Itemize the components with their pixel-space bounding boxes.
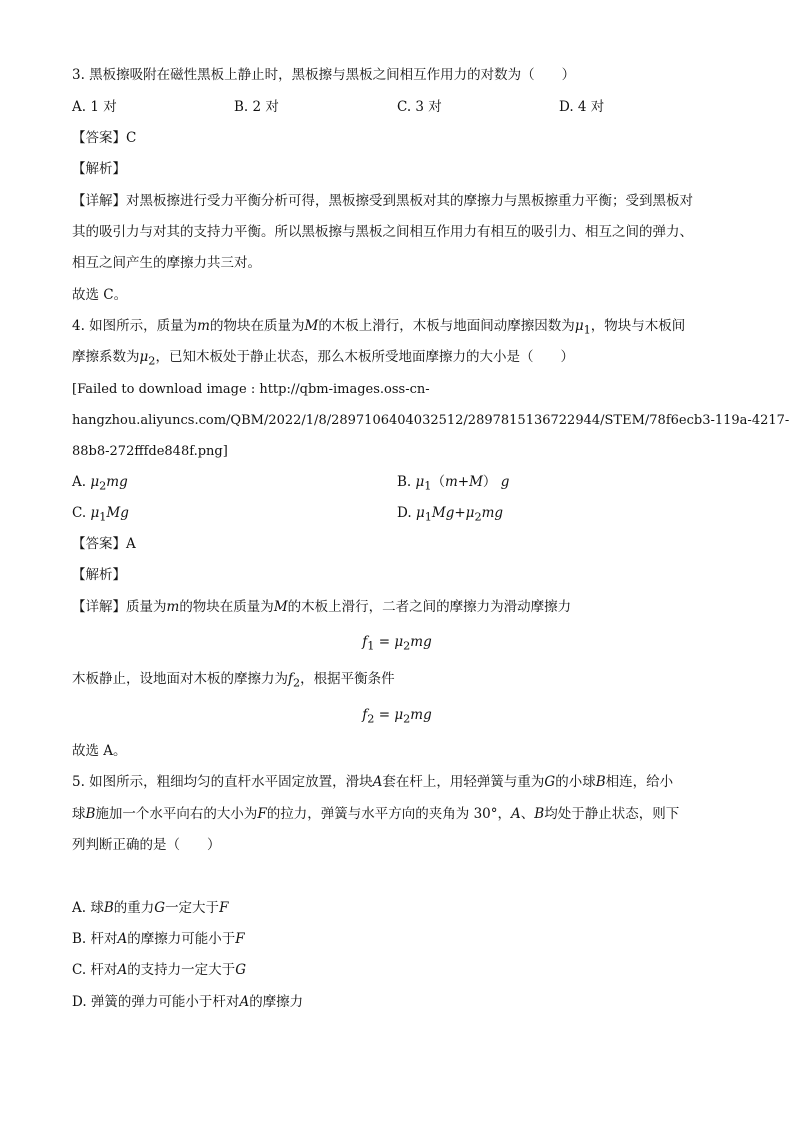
q4-equation-2: $f_2 = \mu_2mg$ xyxy=(362,707,432,726)
q3-stem: 3. 黑板擦吸附在磁性黑板上静止时，黑板擦与黑板之间相互作用力的对数为（ ） xyxy=(72,67,576,83)
q4-option-c: C. $\mu_1Mg$ xyxy=(72,505,129,524)
q4-answer: 【答案】A xyxy=(72,536,136,552)
q3-detail-line-1: 【详解】对黑板擦进行受力平衡分析可得，黑板擦受到黑板对其的摩擦力与黑板擦重力平衡；受到黑板对 xyxy=(72,193,693,209)
q5-option-b: B. 杆对A的摩擦力可能小于F xyxy=(72,931,245,947)
q3-analysis-heading: 【解析】 xyxy=(72,161,126,177)
q5-option-a: A. 球B的重力G一定大于F xyxy=(72,900,229,916)
q3-detail-line-2: 其的吸引力与对其的支持力平衡。所以黑板擦与黑板之间相互作用力有相互的吸引力、相互之间的弹力、 xyxy=(72,224,693,240)
q3-answer: 【答案】C xyxy=(72,130,137,146)
q3-option-b: B. 2 对 xyxy=(234,99,279,115)
q4-option-a: A. $\mu_2mg$ xyxy=(72,474,128,493)
q4-stem-line-2: 摩擦系数为$\mu_2$，已知木板处于静止状态，那么木板所受地面摩擦力的大小是（ ） xyxy=(72,349,574,368)
q4-equation-1: $f_1 = \mu_2mg$ xyxy=(362,634,432,653)
q3-option-a: A. 1 对 xyxy=(72,99,117,115)
q4-failed-image-line-1: [Failed to download image : http://qbm-images.oss-cn- xyxy=(72,382,430,397)
q5-stem-line-3: 列判断正确的是（ ） xyxy=(72,837,221,853)
q4-failed-image-line-2: hangzhou.aliyuncs.com/QBM/2022/1/8/2897106404032512/2897815136722944/STEM/78f6ecb3-119a-4217- xyxy=(72,413,790,428)
q4-conclusion: 故选 A。 xyxy=(72,743,127,759)
q4-detail-line-2: 木板静止，设地面对木板的摩擦力为$f_2$，根据平衡条件 xyxy=(72,671,395,690)
q5-option-d: D. 弹簧的弹力可能小于杆对A的摩擦力 xyxy=(72,994,304,1010)
q4-failed-image-line-3: 88b8-272fffde848f.png] xyxy=(72,444,228,459)
q5-stem-line-2: 球B施加一个水平向右的大小为F的拉力，弹簧与水平方向的夹角为 30°，A、B均处于静止状态，则下 xyxy=(72,806,680,822)
q3-option-d: D. 4 对 xyxy=(559,99,605,115)
q3-option-c: C. 3 对 xyxy=(397,99,442,115)
q3-conclusion: 故选 C。 xyxy=(72,287,128,303)
q5-stem-line-1: 5. 如图所示，粗细均匀的直杆水平固定放置，滑块A套在杆上，用轻弹簧与重为G的小球B相连，给小 xyxy=(72,774,674,790)
q4-option-b: B. $\mu_1(m+M)$ g xyxy=(397,474,510,493)
q5-option-c: C. 杆对A的支持力一定大于G xyxy=(72,962,246,978)
q4-analysis-heading: 【解析】 xyxy=(72,567,126,583)
q4-stem-line-1: 4. 如图所示，质量为m的物块在质量为M的木板上滑行，木板与地面间动摩擦因数为$\mu_1$，物块与木板间 xyxy=(72,318,686,337)
q4-option-d: D. $\mu_1Mg+\mu_2mg$ xyxy=(397,505,504,524)
q3-detail-line-3: 相互之间产生的摩擦力共三对。 xyxy=(72,255,261,271)
q4-detail-line-1: 【详解】质量为m的物块在质量为M的木板上滑行，二者之间的摩擦力为滑动摩擦力 xyxy=(72,599,572,615)
